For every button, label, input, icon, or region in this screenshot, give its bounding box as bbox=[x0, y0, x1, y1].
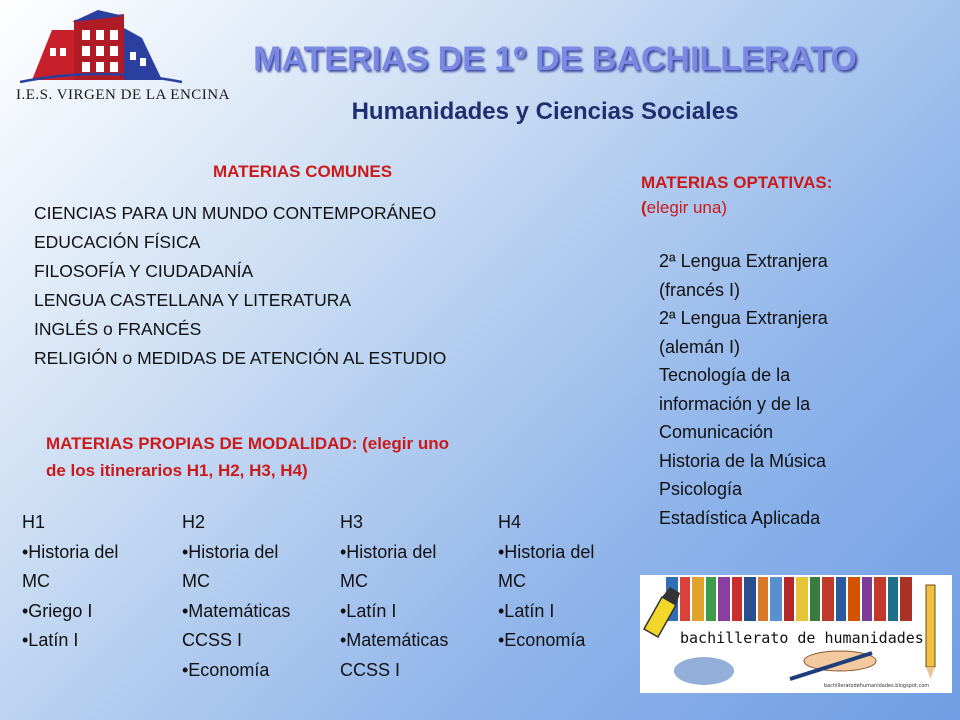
list-item: •Economía bbox=[182, 659, 270, 680]
page-subtitle: Humanidades y Ciencias Sociales bbox=[351, 98, 739, 125]
list-item: MC bbox=[498, 571, 526, 591]
optativas-list bbox=[659, 247, 828, 532]
list-item: •Latín I bbox=[340, 600, 397, 621]
optativas-subtitle: elegir una) bbox=[646, 198, 727, 217]
list-item: •Economía bbox=[498, 630, 586, 650]
list-item: MC bbox=[340, 571, 368, 591]
list-item: Historia de la Música bbox=[659, 450, 827, 471]
list-item: EDUCACIÓN FÍSICA bbox=[34, 232, 201, 252]
list-item: CCSS I bbox=[340, 659, 401, 680]
books-and-pencil-illustration-icon bbox=[640, 575, 952, 693]
itinerario-h2 bbox=[182, 508, 290, 685]
list-item: Tecnología de la bbox=[659, 365, 791, 385]
list-item: Psicología bbox=[659, 479, 743, 499]
school-name: I.E.S. VIRGEN DE LA ENCINA bbox=[16, 87, 230, 103]
illustration-caption: bachillerato de humanidades bbox=[680, 629, 924, 647]
list-item: CIENCIAS PARA UN MUNDO CONTEMPORÁNEO bbox=[34, 203, 437, 223]
list-item: 2ª Lengua Extranjera bbox=[659, 251, 828, 271]
list-item: CCSS I bbox=[182, 630, 243, 650]
comunes-list bbox=[34, 199, 446, 373]
propias-heading bbox=[46, 430, 606, 484]
page-title: MATERIAS DE 1º DE BACHILLERATO bbox=[253, 40, 857, 78]
list-item: •Historia del bbox=[498, 541, 595, 562]
list-item: información y de la bbox=[659, 393, 811, 414]
itinerario-name: H3 bbox=[340, 512, 364, 532]
list-item: 2ª Lengua Extranjera bbox=[659, 308, 828, 328]
pencil-icon bbox=[926, 585, 935, 679]
list-item: MC bbox=[182, 571, 210, 591]
list-item: •Latín I bbox=[22, 630, 79, 650]
list-item: •Historia del bbox=[22, 541, 119, 562]
list-item: LENGUA CASTELLANA Y LITERATURA bbox=[34, 290, 352, 310]
optativas-title: MATERIAS OPTATIVAS: bbox=[641, 173, 833, 192]
optativas-paren: ( bbox=[641, 198, 647, 217]
list-item: (francés I) bbox=[659, 279, 741, 300]
propias-heading-line: MATERIAS PROPIAS DE MODALIDAD: (elegir uno bbox=[46, 434, 449, 453]
list-item: •Historia del bbox=[182, 541, 279, 562]
list-item: Estadística Aplicada bbox=[659, 507, 821, 528]
list-item: FILOSOFÍA Y CIUDADANÍA bbox=[34, 261, 254, 281]
list-item: Comunicación bbox=[659, 422, 774, 442]
itinerario-h1 bbox=[22, 508, 118, 656]
comunes-heading: MATERIAS COMUNES bbox=[213, 162, 393, 181]
books-icon bbox=[666, 577, 912, 621]
list-item: •Griego I bbox=[22, 600, 93, 621]
itinerario-h4 bbox=[498, 508, 594, 656]
list-item: MC bbox=[22, 571, 50, 591]
list-item: RELIGIÓN o MEDIDAS DE ATENCIÓN AL ESTUDIO bbox=[34, 348, 447, 368]
list-item: •Historia del bbox=[340, 541, 437, 562]
illustration-url: bachilleratodehumanidades.blogspot.com bbox=[824, 683, 930, 689]
optativas-heading bbox=[641, 170, 832, 220]
list-item: •Matemáticas bbox=[182, 600, 291, 621]
itinerario-name: H1 bbox=[22, 512, 46, 532]
itinerario-name: H4 bbox=[498, 512, 522, 532]
itinerario-name: H2 bbox=[182, 512, 206, 532]
list-item: •Latín I bbox=[498, 600, 555, 621]
propias-heading-line: de los itinerarios H1, H2, H3, H4) bbox=[46, 461, 308, 480]
itinerario-h3 bbox=[340, 508, 448, 685]
list-item: INGLÉS o FRANCÉS bbox=[34, 319, 202, 339]
list-item: •Matemáticas bbox=[340, 630, 449, 650]
list-item: (alemán I) bbox=[659, 336, 741, 357]
